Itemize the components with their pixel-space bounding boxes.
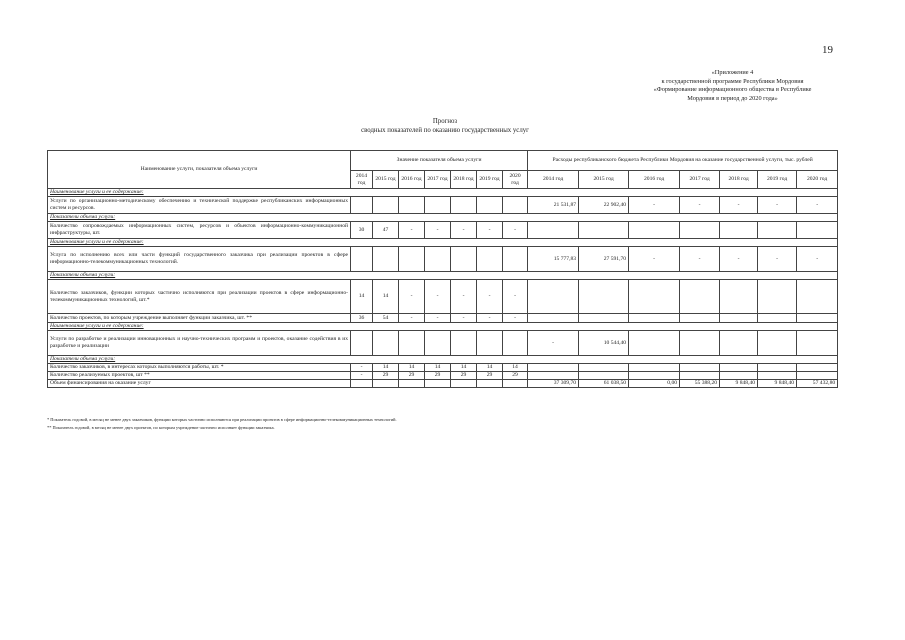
expense-cell: - [758,247,797,272]
volume-cell [351,331,373,356]
volume-cell [503,380,528,388]
expense-cell: - [629,197,680,214]
volume-cell: 54 [373,314,399,323]
expense-cell [720,372,758,380]
volume-cell: 30 [351,222,373,239]
section-label: Наименование услуги и ее содержание: [48,239,838,247]
volume-year-header: 2020 год [503,171,528,189]
section-row [48,272,838,280]
volume-cell [399,247,425,272]
volume-cell: - [451,222,477,239]
expense-year-header: 2018 год [720,171,758,189]
expense-cell [528,280,579,314]
table-row [48,372,838,380]
expense-cell [758,372,797,380]
expense-cell [579,222,629,239]
row-name: Количество заказчиков, функции которых частично исполняются при реализации проектов в сфере информационно-телекоммуникационных технологий, шт.* [48,280,351,314]
expense-cell [680,222,720,239]
expense-year-header: 2014 год [528,171,579,189]
title-line-2: сводных показателей по оказанию государственных услуг [361,126,529,134]
appendix-line: к государственной программе Республики Мордовия [661,77,804,85]
appendix-line: «Формирование информационного общества в Республике [653,86,812,93]
footnotes [47,416,837,432]
volume-cell [451,331,477,356]
expense-cell: 9 848,40 [720,380,758,388]
section-row [48,323,838,331]
expense-cell: - [758,197,797,214]
volume-year-header: 2015 год [373,171,399,189]
volume-cell: 47 [373,222,399,239]
expense-cell [797,364,838,372]
expense-cell: - [528,331,579,356]
expense-cell [680,314,720,323]
volume-cell: - [399,280,425,314]
expense-cell: 37 309,70 [528,380,579,388]
expense-cell: - [797,197,838,214]
expense-cell [758,314,797,323]
volume-cell [399,331,425,356]
expense-cell: 21 531,87 [528,197,579,214]
row-name: Услуги по разработке и реализации инновационных и научно-технических программ и проектов, оказание содействия в их разработке и реализации [48,331,351,356]
table-row [48,222,838,239]
volume-cell [351,247,373,272]
volume-cell: 29 [477,372,503,380]
expense-cell [579,280,629,314]
expense-cell [579,314,629,323]
expense-cell [797,280,838,314]
volume-cell: 29 [399,372,425,380]
volume-cell [503,197,528,214]
expense-cell [680,331,720,356]
table-row [48,314,838,323]
expense-cell: 10 544,40 [579,331,629,356]
expense-cell [758,331,797,356]
volume-cell [451,197,477,214]
volume-cell [451,247,477,272]
row-name: Услуга по исполнению всех или части функций государственного заказчика при реализации проектов в сфере информационно-телекоммуникационных технологий. [48,247,351,272]
volume-cell [477,197,503,214]
expense-cell: 9 848,40 [758,380,797,388]
expense-year-header: 2017 год [680,171,720,189]
volume-cell: - [425,314,451,323]
volume-cell [503,247,528,272]
volume-cell [477,380,503,388]
expense-cell: - [680,247,720,272]
volume-cell: 29 [503,372,528,380]
expense-cell: - [720,247,758,272]
expense-cell [528,372,579,380]
expense-cell: 15 777,83 [528,247,579,272]
appendix-note [630,69,835,103]
volume-cell: - [503,314,528,323]
expense-cell [797,331,838,356]
volume-cell: - [503,280,528,314]
volume-cell [425,247,451,272]
expense-cell [629,222,680,239]
volume-cell [477,247,503,272]
expense-cell [629,364,680,372]
expense-cell [680,280,720,314]
row-name: Количество сопровождаемых информационных систем, ресурсов и объектов информационно-коммуникационной инфраструктуры, шт. [48,222,351,239]
volume-cell [425,380,451,388]
expense-cell [720,331,758,356]
expense-cell [680,364,720,372]
row-name: Количество заказчиков, в интересах которых выполняются работы, шт. * [48,364,351,372]
document-title [300,118,590,135]
appendix-line: «Приложение 4 [711,69,754,76]
volume-cell [503,331,528,356]
expense-cell: - [720,197,758,214]
expense-cell [797,222,838,239]
volume-cell: 14 [503,364,528,372]
appendix-line: Мордовия в период до 2020 года» [687,94,778,102]
volume-year-header: 2019 год [477,171,503,189]
expense-year-header: 2019 год [758,171,797,189]
table-row [48,380,838,388]
expense-cell [579,372,629,380]
expense-cell: 0,00 [629,380,680,388]
volume-cell: 14 [373,364,399,372]
expense-cell: 57 432,80 [797,380,838,388]
section-label: Наименование услуги и ее содержание: [48,189,838,197]
expense-cell [758,364,797,372]
volume-cell: 14 [373,280,399,314]
header-name: Наименование услуги, показателя объема услуги [48,151,351,189]
volume-cell: - [425,280,451,314]
expense-cell [579,364,629,372]
expense-cell: 55 388,20 [680,380,720,388]
expense-cell [528,222,579,239]
section-label: Наименование услуги и ее содержание: [48,323,838,331]
section-label: Показатели объема услуги: [48,356,838,364]
section-row [48,214,838,222]
volume-cell: 14 [477,364,503,372]
expense-cell [758,222,797,239]
expense-cell [720,222,758,239]
volume-cell: 29 [373,372,399,380]
page-number: 19 [822,44,833,56]
row-name: Объем финансирования на оказание услуг [48,380,351,388]
expense-cell [797,372,838,380]
section-label: Показатели объема услуги: [48,272,838,280]
volume-cell [477,331,503,356]
section-row [48,189,838,197]
volume-cell [451,380,477,388]
volume-cell [373,331,399,356]
table-row [48,247,838,272]
volume-cell: - [451,314,477,323]
row-name: Количество реализуемых проектов, шт ** [48,372,351,380]
expense-year-header: 2015 год [579,171,629,189]
volume-year-header: 2014 год [351,171,373,189]
row-name: Услуги по организационно-методическому обеспечению и технической поддержке республиканских информационных систем и ресурсов. [48,197,351,214]
title-line-1: Прогноз [432,118,458,125]
volume-year-header: 2017 год [425,171,451,189]
footnote: ** Показатель годовой, в месяц не менее двух проектов, по которым учреждение частично исполняет функции заказчика. [47,425,275,430]
section-row [48,239,838,247]
footnote: * Показатель годовой, в месяц не менее двух заказчиков, функции которых частично исполняются при реализации проектов в сфере информационно-телекоммуникационных технологий. [47,417,397,422]
expense-cell [528,314,579,323]
volume-year-header: 2016 год [399,171,425,189]
expense-year-header: 2020 год [797,171,838,189]
section-label: Показатели объема услуги: [48,214,838,222]
volume-cell: - [477,280,503,314]
volume-cell: - [451,280,477,314]
volume-cell: 29 [425,372,451,380]
volume-cell [399,197,425,214]
volume-cell [351,380,373,388]
volume-cell [399,380,425,388]
volume-cell [351,197,373,214]
volume-cell: - [503,222,528,239]
expense-cell [720,364,758,372]
expense-cell [758,280,797,314]
volume-cell: - [351,372,373,380]
volume-cell: - [399,222,425,239]
volume-cell: 36 [351,314,373,323]
expense-cell [680,372,720,380]
volume-cell: 14 [451,364,477,372]
volume-year-header: 2018 год [451,171,477,189]
expense-cell [720,314,758,323]
volume-cell: - [425,222,451,239]
expense-cell [629,280,680,314]
volume-cell: 14 [399,364,425,372]
table-row [48,197,838,214]
header-expenses: Расходы республиканского бюджета Республики Мордовия на оказание государственной услуги, тыс. рублей [528,151,838,171]
volume-cell: - [477,222,503,239]
expense-cell [629,331,680,356]
expense-cell: 61 038,50 [579,380,629,388]
volume-cell [425,197,451,214]
expense-cell [629,314,680,323]
expense-cell [720,280,758,314]
volume-cell: - [477,314,503,323]
expense-year-header: 2016 год [629,171,680,189]
header-volume: Значение показателя объема услуги [351,151,528,171]
section-row [48,356,838,364]
expense-cell: - [629,247,680,272]
expense-cell [629,372,680,380]
expense-cell [797,314,838,323]
indicators-table [47,150,838,388]
table-row [48,331,838,356]
volume-cell [373,247,399,272]
expense-cell [528,364,579,372]
table-row [48,280,838,314]
expense-cell: 22 902,40 [579,197,629,214]
expense-cell: - [797,247,838,272]
volume-cell: 14 [351,280,373,314]
volume-cell: - [399,314,425,323]
expense-cell: 27 591,70 [579,247,629,272]
row-name: Количество проектов, по которым учреждение выполняет функции заказчика, шт. ** [48,314,351,323]
volume-cell: 14 [425,364,451,372]
expense-cell: - [680,197,720,214]
volume-cell: 29 [451,372,477,380]
volume-cell [425,331,451,356]
volume-cell: - [351,364,373,372]
volume-cell [373,380,399,388]
table-row [48,364,838,372]
volume-cell [373,197,399,214]
